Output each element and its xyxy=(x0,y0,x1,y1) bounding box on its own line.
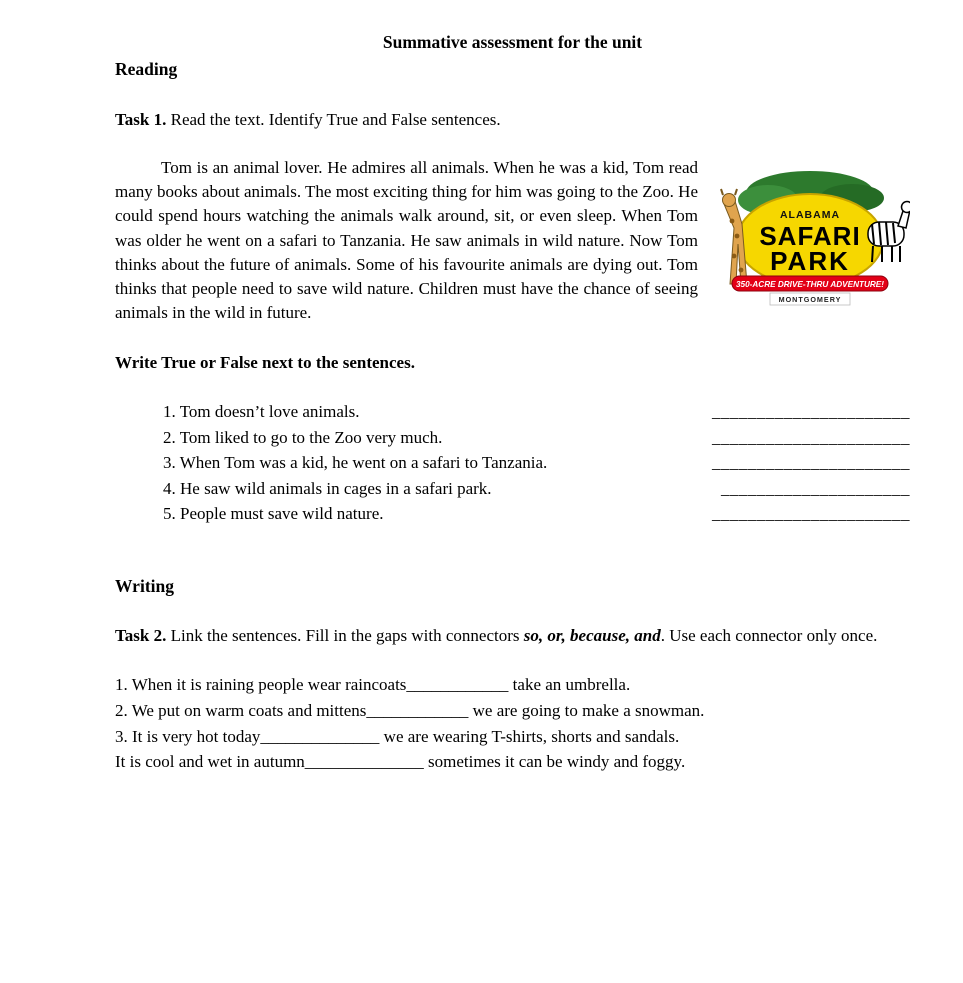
true-false-item xyxy=(163,425,910,450)
true-false-item xyxy=(163,399,910,424)
task1-instruction: Read the text. Identify True and False sentences. xyxy=(170,110,501,129)
sentence-text: 5. People must save wild nature. xyxy=(163,504,384,524)
true-false-list xyxy=(115,399,910,526)
gap-fill-sentence: 1. When it is raining people wear raincoats____________ take an umbrella. xyxy=(115,675,631,695)
task2-label: Task 2. xyxy=(115,626,167,646)
task2-instruction-before: Link the sentences. Fill in the gaps with connectors xyxy=(170,626,524,646)
task1-label: Task 1. xyxy=(115,110,167,129)
sentence-text: 3. When Tom was a kid, he went on a safari to Tanzania. xyxy=(163,453,548,473)
logo-park-text: PARK xyxy=(770,246,850,276)
answer-blank: ______________________ xyxy=(712,453,910,473)
task2-instruction-after: . Use each connector only once. xyxy=(660,626,878,646)
gap-fill-sentence: It is cool and wet in autumn______________ sometimes it can be windy and foggy. xyxy=(115,752,686,772)
page-title: Summative assessment for the unit xyxy=(382,32,643,52)
reading-section-heading: Reading xyxy=(115,59,178,79)
logo-city xyxy=(770,293,850,305)
safari-park-logo xyxy=(710,166,910,308)
sentence-text: 1. Tom doesn’t love animals. xyxy=(163,402,360,422)
true-false-item xyxy=(163,476,910,501)
sentence-text: 4. He saw wild animals in cages in a safari park. xyxy=(163,478,492,498)
reading-passage-text: Tom is an animal lover. He admires all animals. When he was a kid, Tom read many books about animals. The most exciting thing for him was going to the Zoo. He could spend hours watching the animals walk around, sit, or even sleep. When Tom was older he went on a safari to Tanzania. He saw animals in wild nature. Now Tom thinks about the future of animals. Some of his favourite animals are dying out. Tom thinks that people need to save wild nature. Children must have the chance of seeing animals in the wild in future. xyxy=(115,158,698,323)
safari-park-logo-graphic xyxy=(710,166,910,308)
answer-blank: ______________________ xyxy=(712,504,910,524)
reading-passage-block xyxy=(115,156,910,325)
answer-blank: _____________________ xyxy=(721,478,910,498)
gap-fill-sentence: 3. It is very hot today______________ we are wearing T-shirts, shorts and sandals. xyxy=(115,726,680,746)
writing-section-heading: Writing xyxy=(115,576,174,597)
true-false-item xyxy=(163,501,910,526)
task2-instruction-line xyxy=(115,623,910,648)
answer-blank: ______________________ xyxy=(712,427,910,447)
gap-fill-sentences xyxy=(115,672,910,774)
logo-banner xyxy=(732,276,888,291)
connectors-list: so, or, because, and xyxy=(523,626,661,646)
answer-blank: ______________________ xyxy=(712,402,910,422)
true-false-item xyxy=(163,450,910,475)
task1-instruction-line xyxy=(115,108,910,132)
write-true-false-instruction: Write True or False next to the sentences. xyxy=(115,353,415,373)
logo-city-text: MONTGOMERY xyxy=(778,295,842,304)
logo-safari-text: SAFARI xyxy=(759,221,861,251)
logo-banner-text: 350-ACRE DRIVE-THRU ADVENTURE! xyxy=(736,280,884,289)
sentence-text: 2. Tom liked to go to the Zoo very much. xyxy=(163,427,443,447)
logo-location-text: ALABAMA xyxy=(779,209,841,221)
gap-fill-sentence: 2. We put on warm coats and mittens____________ we are going to make a snowman. xyxy=(115,701,705,721)
